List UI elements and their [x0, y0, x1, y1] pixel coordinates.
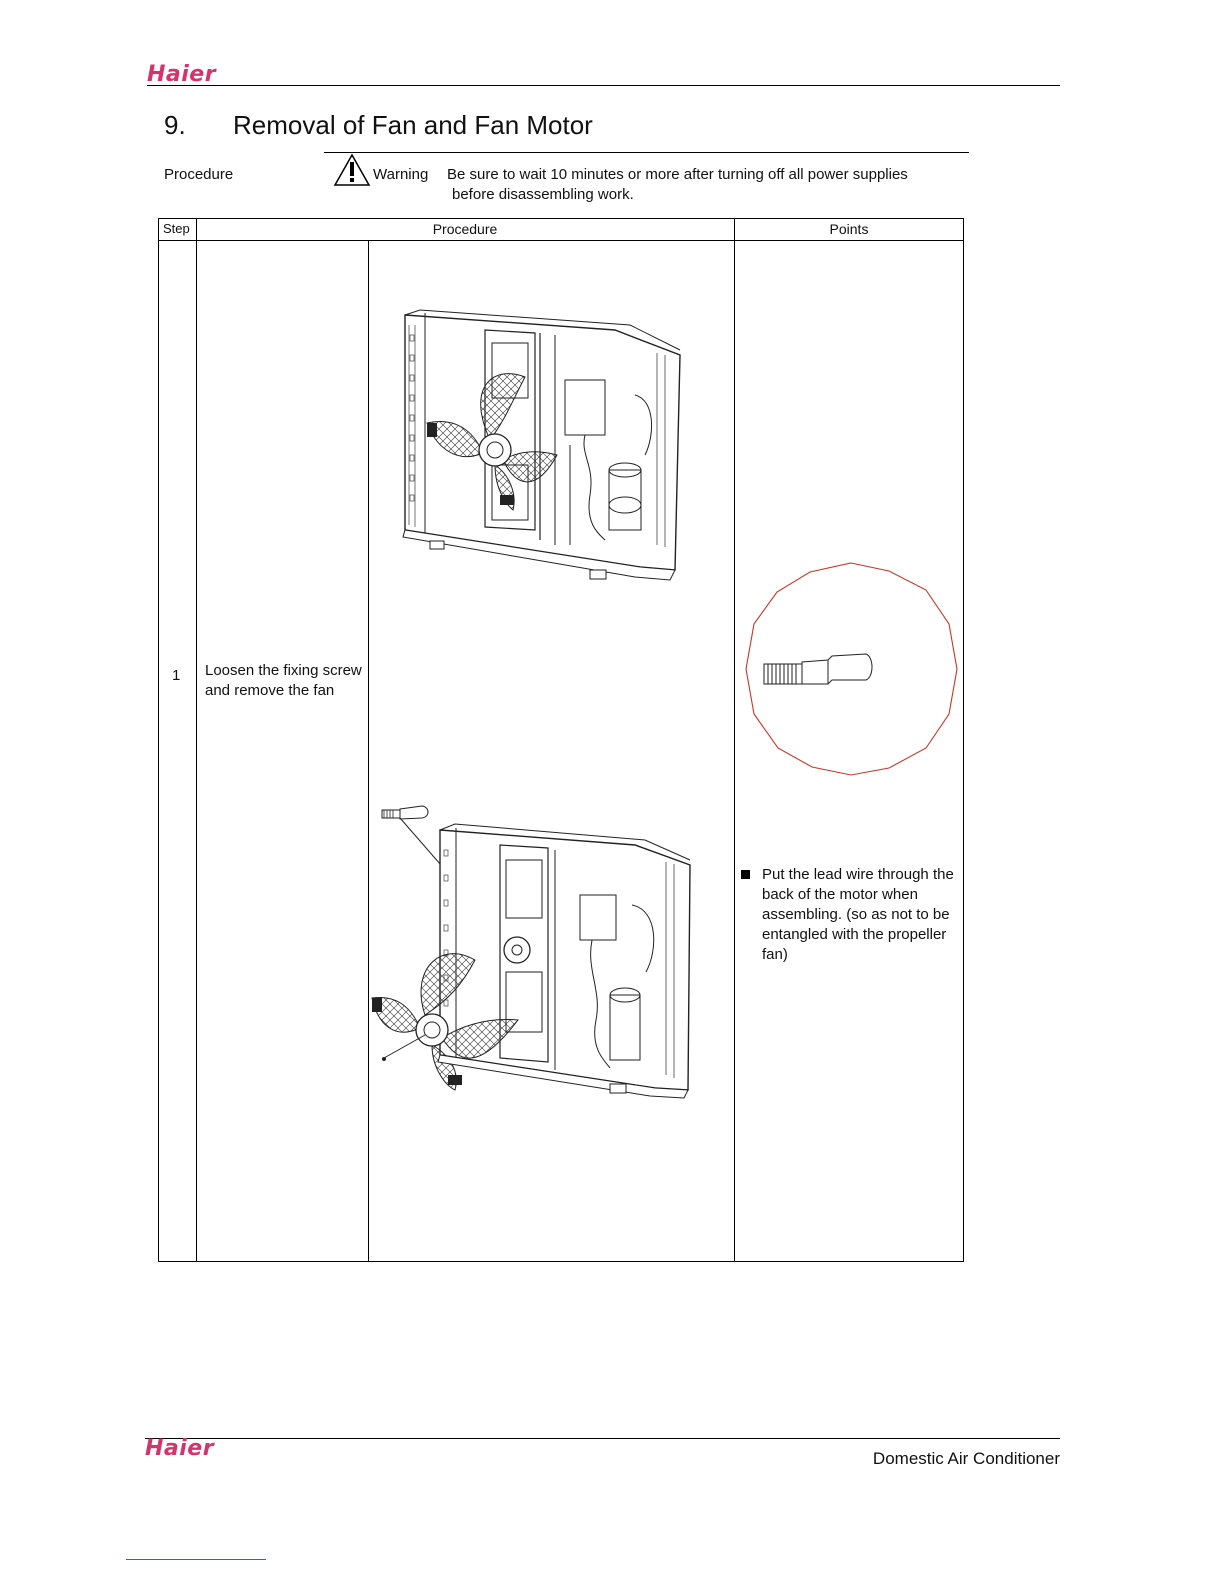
- screw-detail-callout: [744, 562, 959, 777]
- footer-rule: [145, 1438, 1060, 1439]
- warning-text-line2: before disassembling work.: [452, 186, 634, 203]
- header-rule: [147, 85, 1060, 86]
- point-line-1: Put the lead wire through the: [762, 866, 954, 883]
- header-logo: Haier: [147, 62, 217, 87]
- point-line-2: back of the motor when: [762, 886, 918, 903]
- section-number: 9.: [164, 110, 186, 140]
- point-line-4: entangled with the propeller: [762, 926, 947, 943]
- points-column-divider: [734, 218, 735, 1262]
- warning-text-line1: Be sure to wait 10 minutes or more after turning off all power supplies: [447, 166, 908, 183]
- header-step: Step: [163, 221, 190, 236]
- footer-product: Domestic Air Conditioner: [872, 1449, 1060, 1468]
- outdoor-unit-fan-illustration: [395, 305, 690, 585]
- point-line-3: assembling. (so as not to be: [762, 906, 950, 923]
- footer-logo: Haier: [145, 1436, 215, 1461]
- screw-small-icon: [382, 806, 428, 819]
- point-note: [762, 865, 962, 965]
- warning-triangle-icon: [333, 153, 371, 187]
- section-title: Removal of Fan and Fan Motor: [233, 110, 593, 140]
- header-procedure: Procedure: [432, 221, 498, 237]
- warning-label: Warning: [373, 166, 429, 183]
- text-column-divider: [368, 240, 369, 1262]
- screw-detail-icon: [764, 654, 872, 684]
- procedure-label: Procedure: [164, 166, 234, 183]
- step-column-divider: [196, 218, 197, 1262]
- point-line-5: fan): [762, 946, 788, 963]
- fan-removed-illustration: [370, 800, 705, 1100]
- instruction-line-2: and remove the fan: [205, 682, 335, 699]
- step-number: 1: [172, 667, 181, 684]
- footer-link-underline: [126, 1559, 266, 1560]
- bullet-square-icon: [741, 870, 750, 879]
- table-header-divider: [158, 240, 964, 241]
- instruction-line-1: Loosen the fixing screw: [205, 662, 362, 679]
- header-points: Points: [829, 221, 869, 237]
- warning-rule: [324, 152, 969, 153]
